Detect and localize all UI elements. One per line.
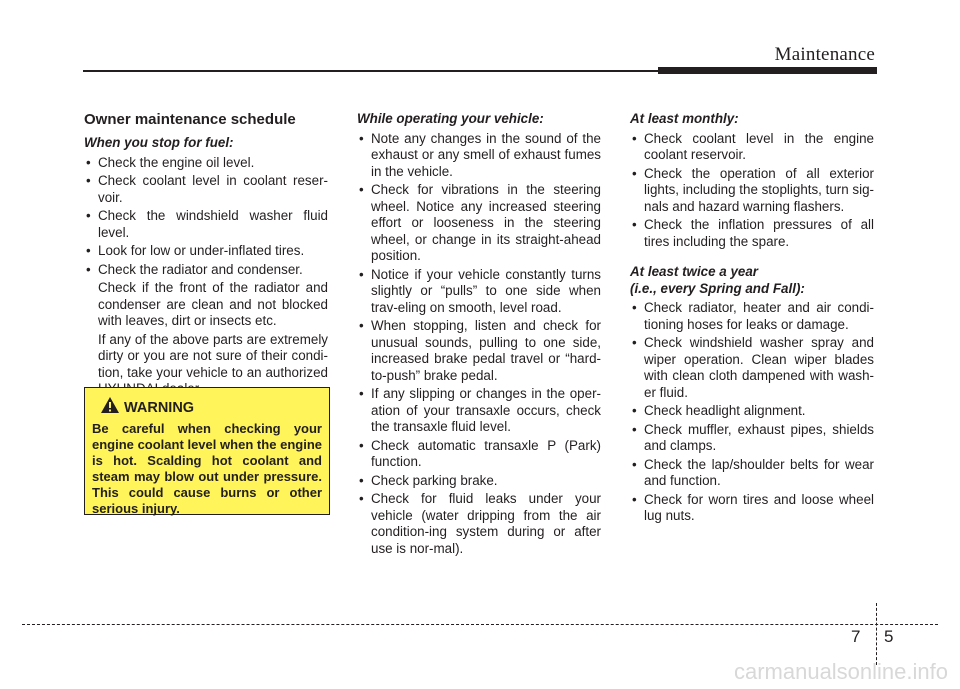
header-rule	[83, 70, 661, 72]
column-2	[357, 111, 601, 559]
warning-box	[84, 387, 330, 515]
subheading-fuel: When you stop for fuel:	[84, 135, 234, 150]
list-item: • Check for vibrations in the steering wheel. Notice any increased steering effort or looseness in the steering wheel, or change in its straight-ahead position.	[357, 182, 601, 265]
warning-triangle-icon	[100, 396, 120, 419]
list-item: • Check automatic transaxle P (Park) function.	[357, 438, 601, 471]
list-item: • Check the radiator and condenser.	[84, 262, 328, 279]
watermark: carmanualsonline.info	[733, 659, 948, 684]
chapter-number: 7	[851, 627, 861, 646]
operating-checklist	[357, 131, 601, 558]
list-item: • When stopping, listen and check for unusual sounds, pulling to one side, increased brake pedal travel or “hard-to-push” brake pedal.	[357, 318, 601, 384]
page-number: 5	[884, 627, 894, 646]
list-item: • Check coolant level in coolant reser-voir.	[84, 173, 328, 206]
column-3	[630, 111, 874, 527]
twice-yearly-checklist	[630, 300, 874, 525]
subheading-operating: While operating your vehicle:	[357, 111, 544, 126]
radiator-note: Check if the front of the radiator and condenser are clean and not blocked with leaves, dirt or insects etc.	[98, 280, 328, 328]
page-title: Owner maintenance schedule	[84, 111, 296, 128]
list-item: • Notice if your vehicle constantly turns slightly or “pulls” to one side when trav-eling on smooth, level road.	[357, 267, 601, 317]
list-item: • If any slipping or changes in the oper-ation of your transaxle occurs, check the transaxle fluid level.	[357, 386, 601, 436]
warning-title: WARNING	[124, 399, 195, 416]
list-item: • Check the operation of all exterior lights, including the stoplights, turn sig-nals and hazard warning flashers.	[630, 166, 874, 216]
list-item: • Check the engine oil level.	[84, 155, 328, 172]
section-title: Maintenance	[774, 44, 875, 65]
list-item: • Look for low or under-inflated tires.	[84, 243, 328, 260]
footer-dashed-divider	[876, 603, 877, 665]
subheading-twice-line-2: (i.e., every Spring and Fall):	[630, 280, 805, 296]
list-item: • Check for fluid leaks under your vehicle (water dripping from the air condition-ing system during or after use is nor-mal).	[357, 491, 601, 557]
dealer-note: If any of the above parts are extremely dirty or you are not sure of their condi-tion, take your vehicle to an authorized	[98, 331, 328, 380]
header-rule-accent	[658, 67, 877, 74]
list-item: • Check the lap/shoulder belts for wear and function.	[630, 457, 874, 490]
fuel-checklist	[84, 155, 328, 279]
list-item: • Check the inflation pressures of all tires including the spare.	[630, 217, 874, 250]
monthly-checklist	[630, 131, 874, 251]
list-item: • Check headlight alignment.	[630, 403, 874, 420]
warning-text: Be careful when checking your engine coolant level when the engine is hot. Scalding hot coolant and steam may blow out under pressure. This could cause burns or other serious injury.	[92, 421, 322, 516]
list-item: • Check parking brake.	[357, 473, 601, 490]
list-item: • Check coolant level in the engine coolant reservoir.	[630, 131, 874, 164]
column-1	[84, 111, 328, 398]
subheading-monthly: At least monthly:	[630, 111, 739, 126]
list-item: • Check muffler, exhaust pipes, shields and clamps.	[630, 422, 874, 455]
subheading-twice-yearly	[630, 264, 874, 297]
subheading-twice-line-1: At least twice a year	[630, 264, 759, 279]
footer-dashed-rule	[22, 624, 938, 625]
list-item: • Check for worn tires and loose wheel lug nuts.	[630, 492, 874, 525]
list-item: • Check the windshield washer fluid level.	[84, 208, 328, 241]
list-item: • Check radiator, heater and air condi-tioning hoses for leaks or damage.	[630, 300, 874, 333]
list-item: • Check windshield washer spray and wiper operation. Clean wiper blades with clean cloth dampened with wash-er fluid.	[630, 335, 874, 401]
warning-header	[100, 396, 322, 419]
list-item: • Note any changes in the sound of the exhaust or any smell of exhaust fumes in the vehicle.	[357, 131, 601, 181]
